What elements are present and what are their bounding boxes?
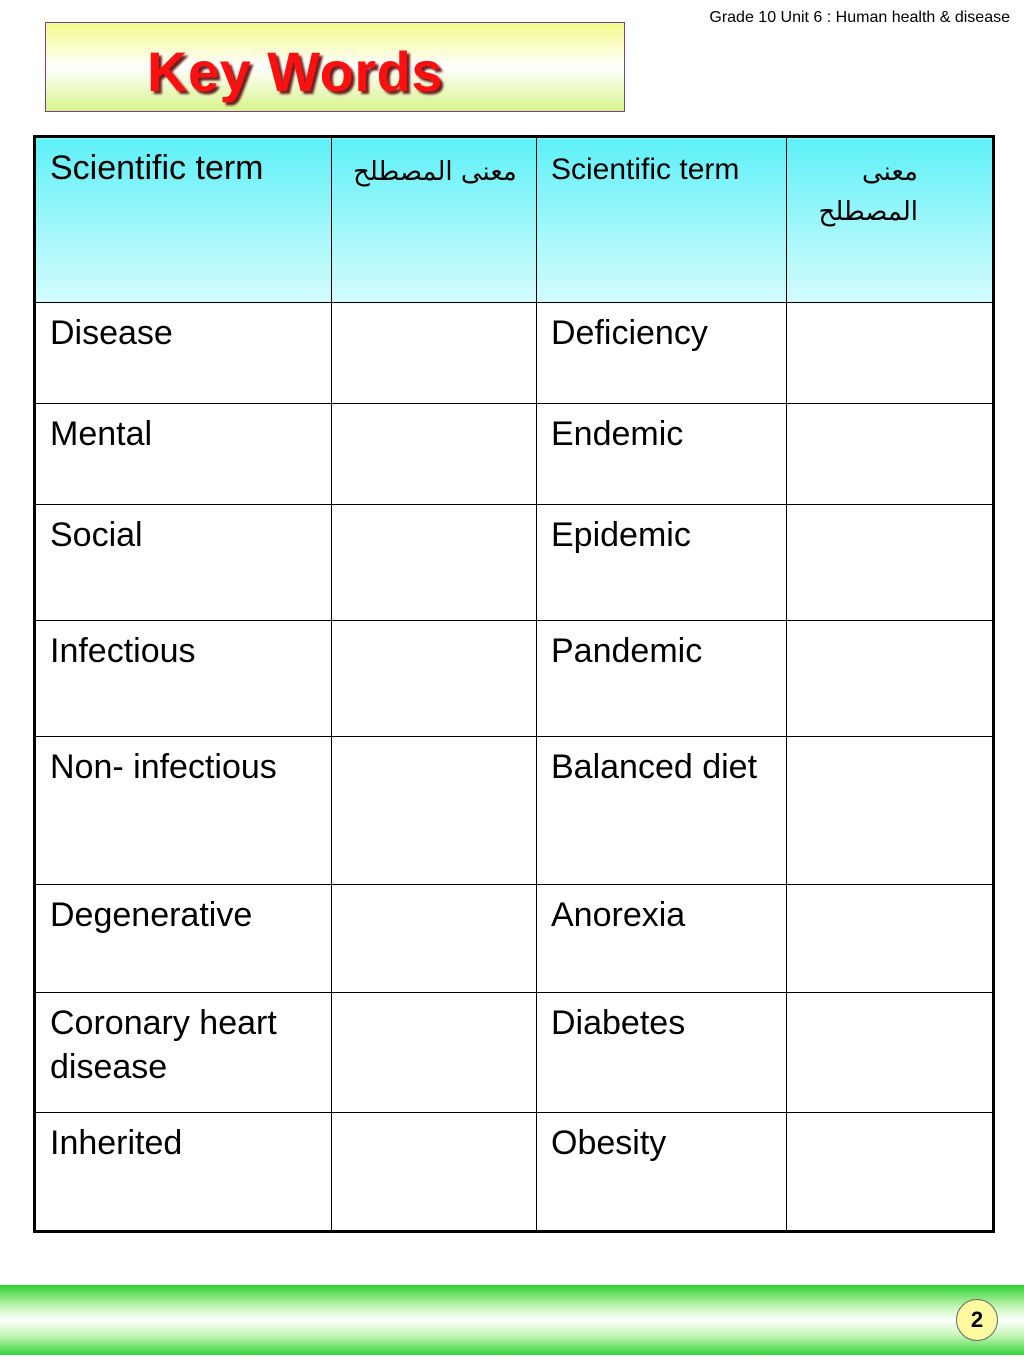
table-row [35,1113,994,1232]
header-term-meaning-1: معنى المصطلح [332,137,537,303]
meaning-cell [787,885,994,993]
term-cell: Infectious [35,621,332,737]
meaning-cell [332,737,537,885]
header-scientific-term-1: Scientific term [35,137,332,303]
term-cell: Endemic [537,404,787,505]
header-scientific-term-2: Scientific term [537,137,787,303]
meaning-cell [787,993,994,1113]
table-row [35,505,994,621]
meaning-cell [332,621,537,737]
table-row [35,885,994,993]
header-note: Grade 10 Unit 6 : Human health & disease [709,9,1010,26]
term-cell: Degenerative [35,885,332,993]
table-row [35,303,994,404]
page-number-badge: 2 [956,1299,998,1341]
table-row [35,737,994,885]
meaning-cell [332,404,537,505]
meaning-cell [787,303,994,404]
term-cell: Deficiency [537,303,787,404]
table-row [35,993,994,1113]
table-header-row [35,137,994,303]
term-cell: Diabetes [537,993,787,1113]
title-banner [45,22,625,112]
table-row [35,404,994,505]
term-cell: Social [35,505,332,621]
term-cell: Obesity [537,1113,787,1232]
term-cell: Inherited [35,1113,332,1232]
header-term-meaning-2: معنى المصطلح [787,137,994,303]
meaning-cell [787,1113,994,1232]
meaning-cell [332,505,537,621]
term-cell: Non- infectious [35,737,332,885]
term-cell: Disease [35,303,332,404]
meaning-cell [332,303,537,404]
table-row [35,621,994,737]
meaning-cell [787,505,994,621]
term-cell: Balanced diet [537,737,787,885]
meaning-cell [332,1113,537,1232]
meaning-cell [787,621,994,737]
term-cell: Epidemic [537,505,787,621]
meaning-cell [787,404,994,505]
page-title: Key Words [147,40,443,103]
term-cell: Pandemic [537,621,787,737]
key-words-table [33,135,995,1233]
meaning-cell [332,885,537,993]
term-cell: Mental [35,404,332,505]
term-cell: Anorexia [537,885,787,993]
meaning-cell [332,993,537,1113]
footer-band [0,1285,1024,1355]
term-cell: Coronary heart disease [35,993,332,1113]
meaning-cell [787,737,994,885]
